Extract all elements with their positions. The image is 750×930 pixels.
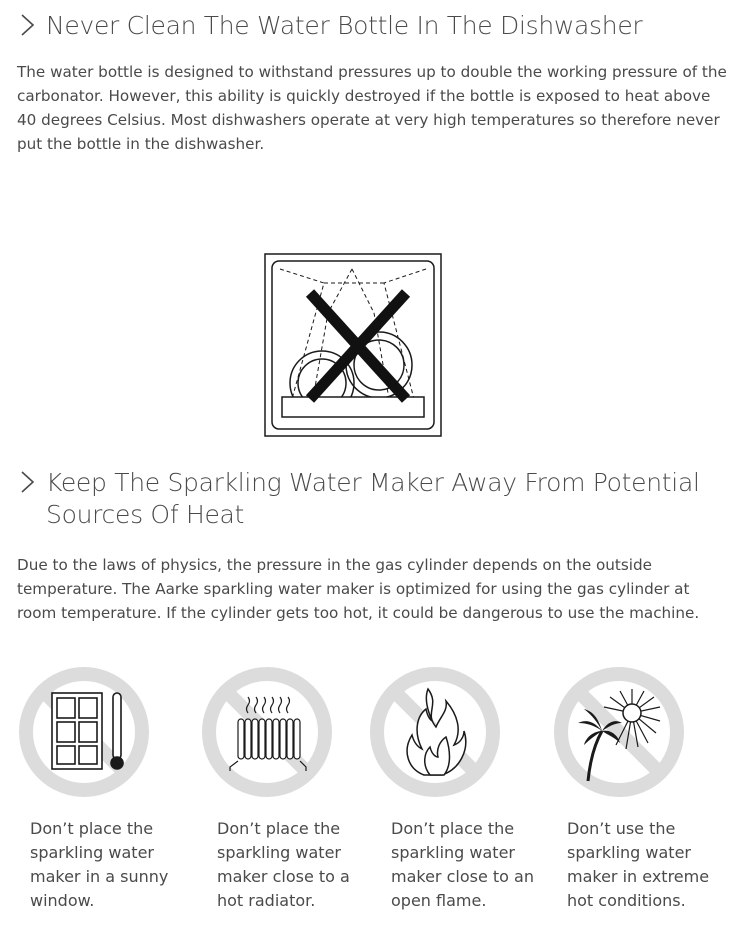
section2-title (46, 467, 700, 531)
section2-title-line1: Keep The Sparkling Water Maker Away From Potential (46, 468, 700, 497)
no-hot-conditions-icon (552, 665, 686, 799)
caption-line: sparkling water (217, 843, 341, 862)
chevron-right-icon (18, 10, 38, 40)
caption-line: maker close to an (391, 867, 534, 886)
no-sunny-window-icon (17, 665, 151, 799)
caption-line: sparkling water (567, 843, 691, 862)
caption-line: hot radiator. (217, 891, 316, 910)
caption-line: Don’t place the (217, 819, 341, 838)
no-radiator-icon (200, 665, 334, 799)
caption-line: hot conditions. (567, 891, 686, 910)
caption-line: window. (30, 891, 95, 910)
section2-title-line2: Sources Of Heat (46, 500, 245, 529)
caption-line: maker in extreme (567, 867, 710, 886)
caption-open-flame (391, 817, 551, 913)
caption-sunny-window (30, 817, 190, 913)
chevron-right-icon (18, 467, 38, 497)
caption-line: Don’t use the (567, 819, 676, 838)
section1-title: Never Clean The Water Bottle In The Dishwasher (46, 11, 643, 40)
section1-body: The water bottle is designed to withstand pressures up to double the working pressure of the carbonator. However, this ability is quickly destroyed if the bottle is exposed to heat above 40 degrees Celsius. Most dishwashers operate at very high temperatures so therefore never put the bottle in the dishwasher. (17, 63, 727, 153)
no-open-flame-icon (368, 665, 502, 799)
caption-line: Don’t place the (30, 819, 154, 838)
caption-line: Don’t place the (391, 819, 515, 838)
no-dishwasher-icon (264, 253, 442, 437)
caption-line: sparkling water (391, 843, 515, 862)
section2-heading (18, 467, 718, 531)
section2-body: Due to the laws of physics, the pressure in the gas cylinder depends on the outside temperature. The Aarke sparkling water maker is optimized for using the gas cylinder at room temperature. If the cylinder gets too hot, it could be dangerous to use the machine. (17, 556, 700, 622)
caption-line: sparkling water (30, 843, 154, 862)
caption-radiator (217, 817, 377, 913)
caption-line: open flame. (391, 891, 487, 910)
caption-hot-conditions (567, 817, 727, 913)
caption-line: maker close to a (217, 867, 350, 886)
caption-line: maker in a sunny (30, 867, 169, 886)
section1-heading (18, 10, 642, 42)
